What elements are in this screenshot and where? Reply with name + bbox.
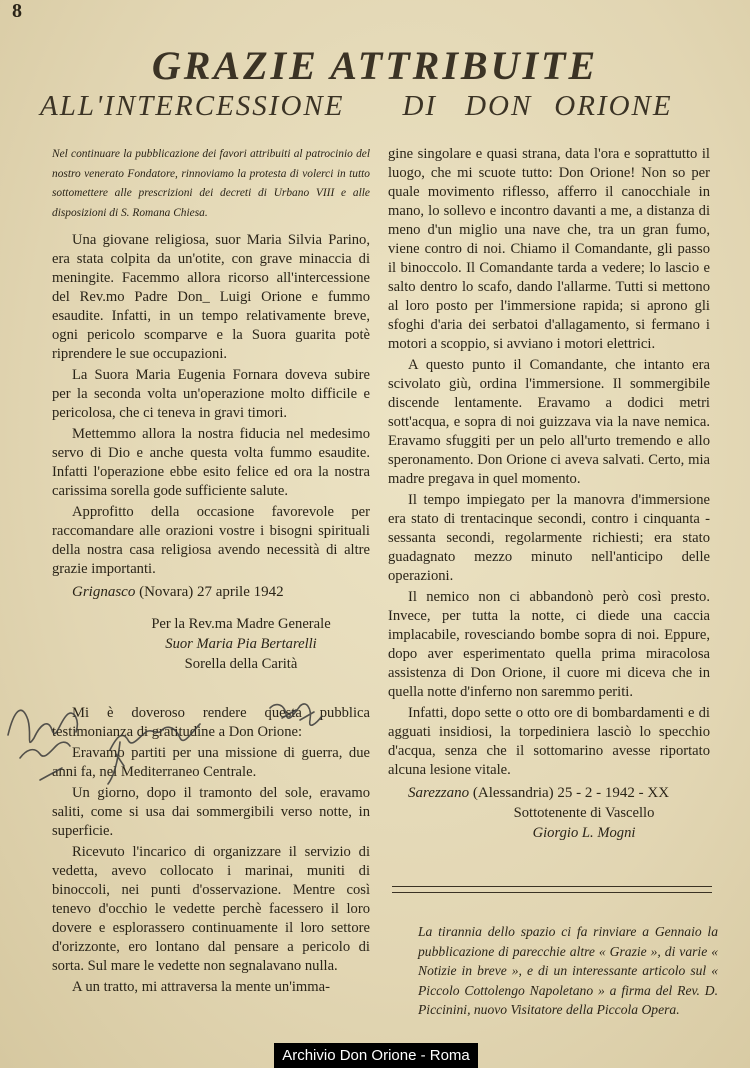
page-title: GRAZIE ATTRIBUITE [151, 43, 599, 88]
letter2-continuation: gine singolare e quasi strana, data l'ora e soprattutto il luogo, che mi scuote tutto: Don Orione! Non so per quale movimento riflesso, afferro il canocchiale in mano, lo sollevo e incontro davanti a me, a distanza di meno d'un miglio una nave che, tra un gran fumo, viene contro di noi. Chiamo il Comandante, gli passo il binoccolo. Il Comandante tarda a vedere; lo lascio e salto dentro lo scafo, dando l'allarme. Tutti si mettono al loro posto per l'immersione rapida; si aprono gli sfoghi d'aria dei serbatoi d'allagamento, si fermano i motori a scoppio, si avviano i motori elettrici. [388, 146, 710, 352]
letter1-paragraph: La Suora Maria Eugenia Fornara doveva subire per la seconda volta un'operazione molto difficile e pericolosa, che ci teneva in gravi timori. [52, 367, 370, 422]
intro-note: Nel continuare la pubblicazione dei favori attribuiti al patrocinio del nostro venerato Fondatore, rinnoviamo la protesta di volerci in tutto sottomettere alle prescrizioni dei decreti di Urbano VIII e alle disposizioni di S. Romana Chiesa. [52, 148, 370, 219]
archive-footer: Archivio Don Orione - Roma [274, 1043, 478, 1068]
letter1-paragraph: Mettemmo allora la nostra fiducia nel medesimo servo di Dio e anche questa volta fummo esaudite. Infatti l'operazione ebbe esito felice ed ora la nostra carissima sorella gode sufficiente salute. [52, 426, 370, 500]
letter1-signature-name: Suor Maria Pia Bertarelli [165, 636, 317, 653]
letter2-place: Sarezzano [408, 785, 470, 801]
letter2-date: (Alessandria) 25 - 2 - 1942 - XX [472, 785, 670, 801]
letter1-signature-title: Sorella della Carità [184, 656, 298, 673]
letter1-dateline [52, 583, 370, 602]
letter2-signature-name: Giorgio L. Mogni [532, 825, 636, 841]
letter1-paragraph: Approfitto della occasione favorevole per raccomandare alle orazioni vostre i bisogni spirituali della nostra casa religiosa avendo necessità di altre grazie importanti. [52, 504, 370, 578]
letter1-date: (Novara) 27 aprile 1942 [139, 584, 284, 601]
editorial-note-text: La tirannia dello spazio ci fa rinviare a Gennaio la pubblicazione di parecchie altre « Grazie », di varie « Notizie in breve », e di un interessante articolo sul « Piccolo Cottolengo Napoletano » a firma del Rev. D. Piccinini, nuovo Visitatore della Piccola Opera. [418, 924, 718, 1017]
letter2-paragraph: Il nemico non ci abbandonò però così presto. Invece, per tutta la notte, ci diede una caccia implacabile, rovesciando bombe sopra di noi. Eppure, dopo aver esperimentato quella prima miracolosa assistenza di Don Orione, il cuore mi diceva che in quella notte d'inferno non saremmo periti. [388, 589, 710, 700]
letter2-paragraph: Eravamo partiti per una missione di guerra, due anni fa, nel Mediterraneo Centrale. [52, 745, 370, 781]
letter2-paragraph: Mi è doveroso rendere questa pubblica testimonianza di gratitudine a Don Orione: [52, 705, 370, 741]
divider-rule [392, 892, 712, 893]
subtitle-part: DON [465, 90, 533, 122]
page-subtitle [40, 90, 700, 123]
letter1-place: Grignasco [72, 584, 136, 601]
letter2-paragraph: Il tempo impiegato per la manovra d'immersione era stato di trentacinque secondi, contro i cinquanta - sessanta secondi, regolarmente richiesti; era stato guadagnato mezzo minuto nell'anticipo delle operazioni. [388, 492, 710, 584]
letter2-paragraph: A un tratto, mi attraversa la mente un'imma- [72, 979, 330, 996]
letter1-signature-line: Per la Rev.ma Madre Generale [151, 616, 331, 633]
letter1-paragraph: Una giovane religiosa, suor Maria Silvia Parino, era stata colpita da un'otite, con grave minaccia di meningite. Facemmo allora ricorso all'intercessione del Rev.mo Padre Don_ Luigi Orione e fummo esaudite. Infatti, in un tempo relativamente breve, ogni pericolo scomparve e la Suora guarita potè riprendere le sue occupazioni. [52, 232, 370, 363]
letter2-paragraph: Un giorno, dopo il tramonto del sole, eravamo saliti, come si usa dai sommergibili verso notte, in superficie. [52, 785, 370, 840]
page-number: 8 [12, 0, 22, 22]
subtitle-part: ORIONE [554, 90, 673, 122]
subtitle-part: DI [402, 90, 438, 122]
right-column [388, 145, 710, 843]
editorial-note [418, 922, 718, 1020]
subtitle-part: ALL'INTERCESSIONE [40, 90, 345, 122]
handwritten-scribble [0, 680, 350, 790]
letter2-dateline [388, 784, 710, 803]
letter2-paragraph: Ricevuto l'incarico di organizzare il servizio di vedetta, avevo collocato i marinai, muniti di binoccoli, nei punti d'osservazione. Mentre così tenevo d'occhio le vedette perchè facessero il loro dovere e esplorassero continuamente il loro settore d'orizzonte, ero lontano dal pensare a pericolo di sorta. Sul mare le vedette non segnalavano nulla. [52, 844, 370, 975]
letter2-paragraph: Infatti, dopo sette o otto ore di bombardamenti e di agguati insidiosi, la torpediniera lasciò lo specchio d'acqua, senza che il sottomarino avesse riportato alcuna lesione vitale. [388, 705, 710, 778]
left-column [52, 145, 370, 999]
divider-rule [392, 886, 712, 887]
letter2-paragraph: A questo punto il Comandante, che intanto era scivolato giù, ordina l'immersione. Il sommergibile discende lentamente. Eravamo a dodici metri sott'acqua, e sopra di noi guizzava via la nave nemica. Eravamo sfuggiti per un pelo all'urto tremendo e allo speronamento. Don Orione ci aveva salvati. Certo, mia madre pregava in quel momento. [388, 357, 710, 487]
letter2-signature-title: Sottotenente di Vascello [513, 805, 655, 821]
